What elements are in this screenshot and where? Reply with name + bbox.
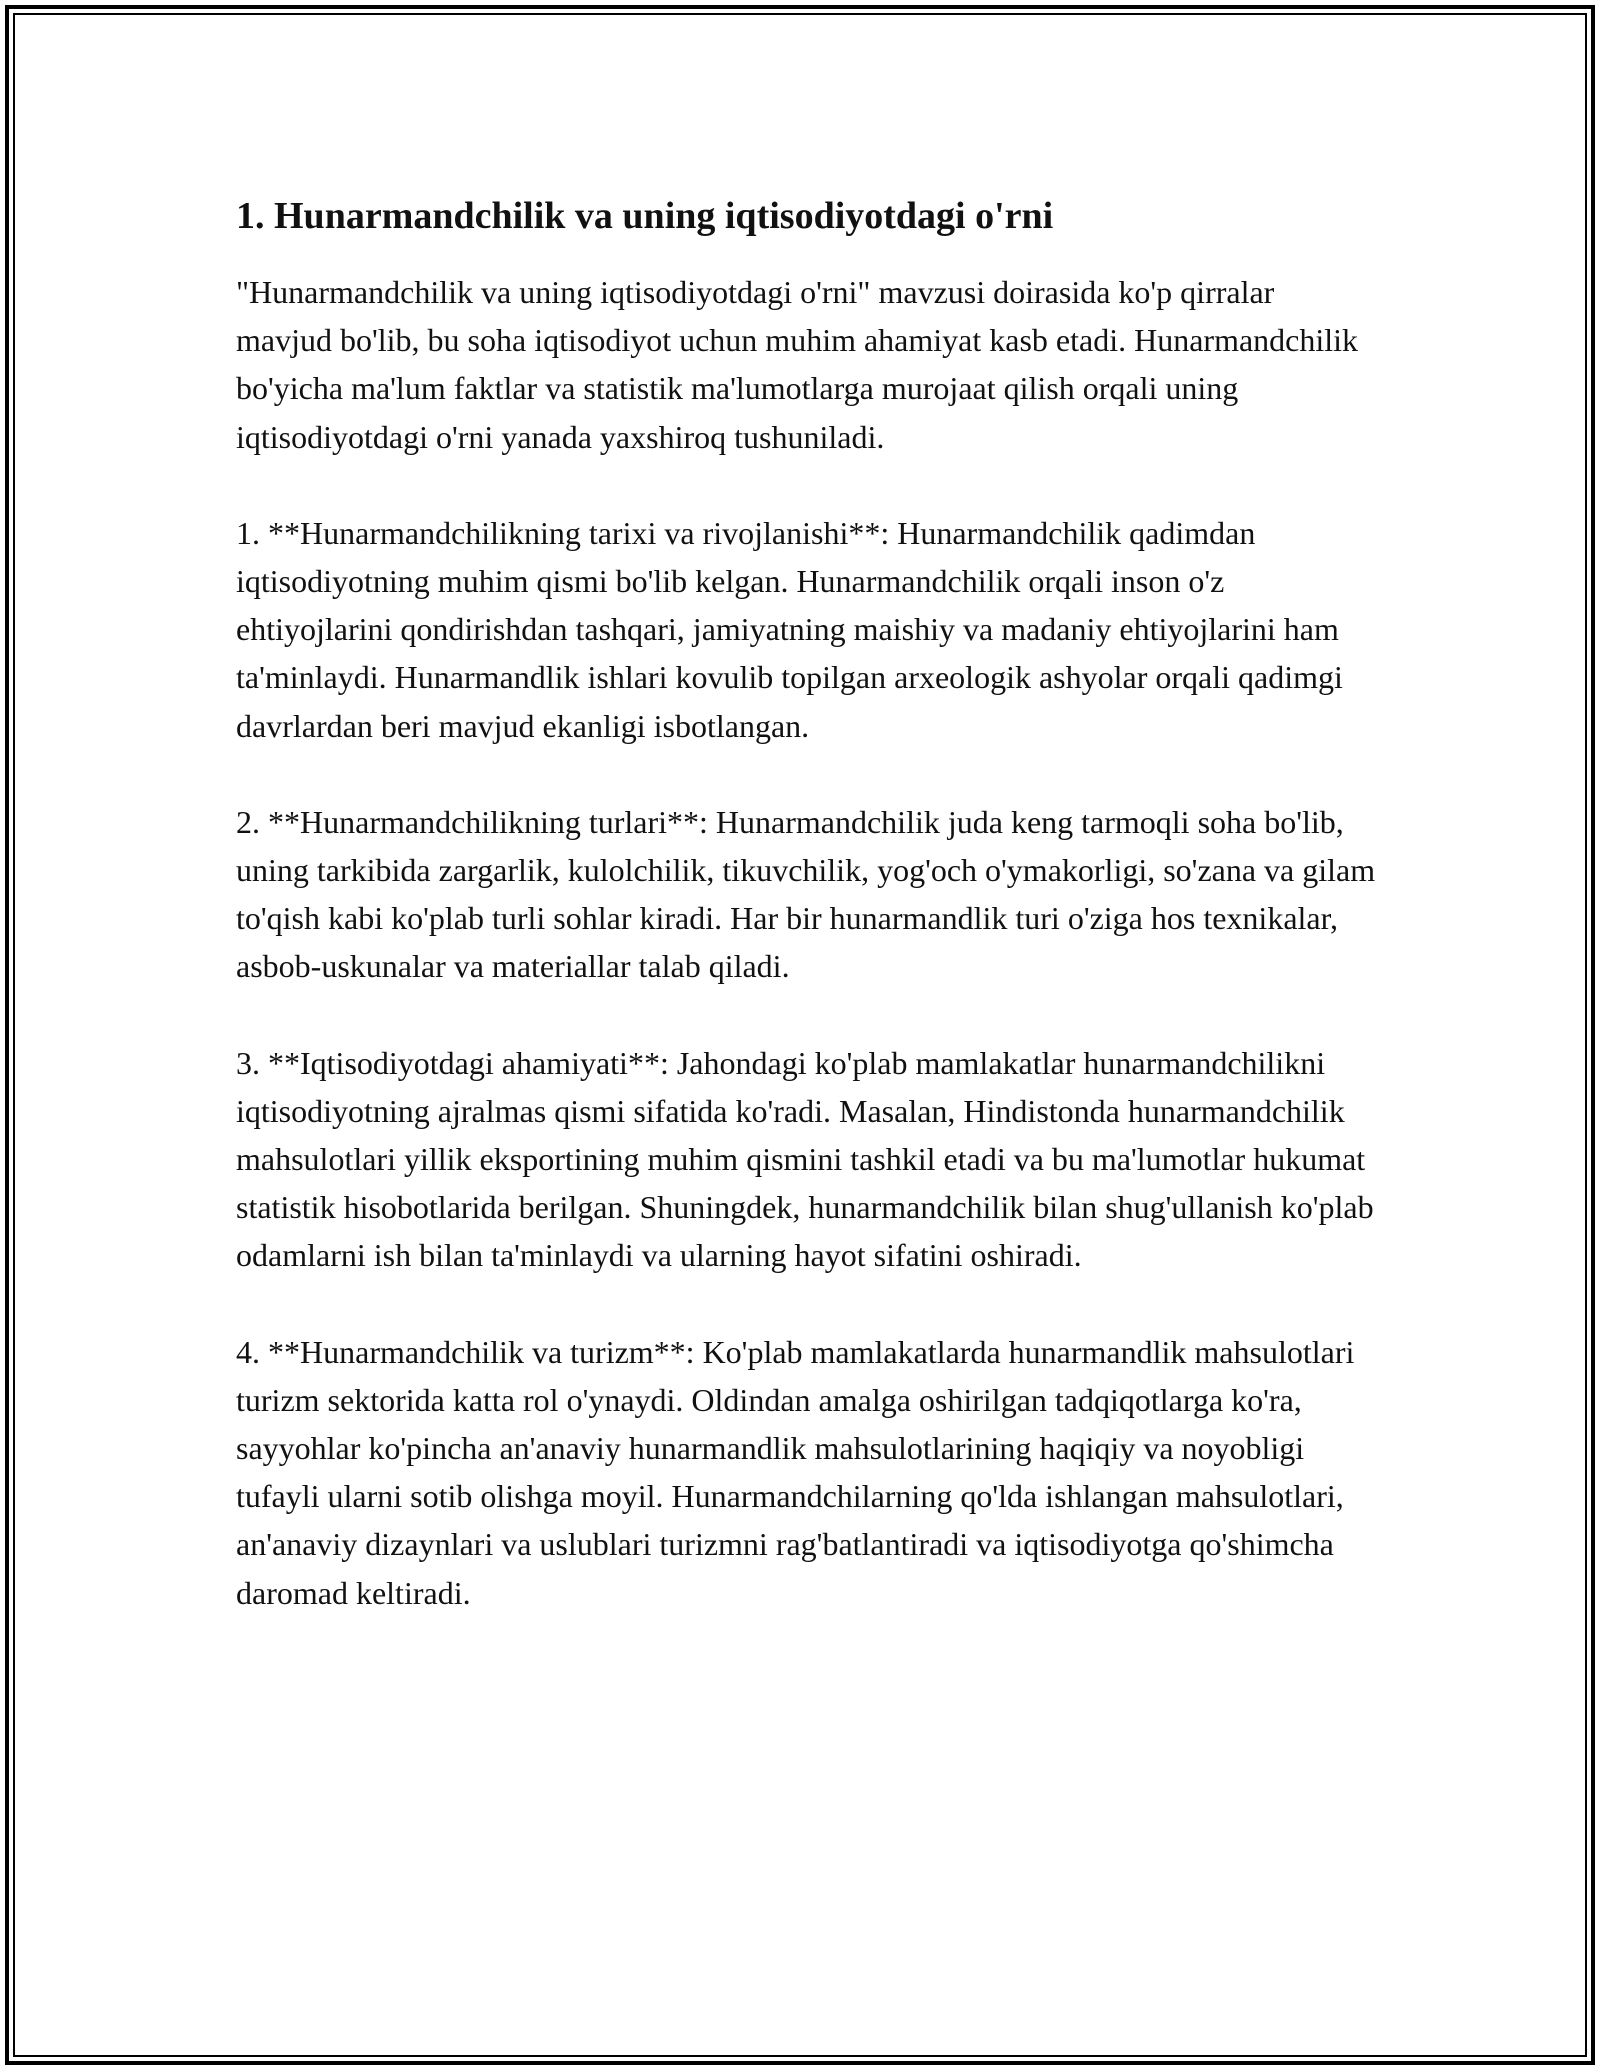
paragraph-economy: 3. **Iqtisodiyotdagi ahamiyati**: Jahondagi ko'plab mamlakatlar hunarmandchilikni iqtisodiyotning ajralmas qismi sifatida ko'radi. Masalan, Hindistonda hunarmandchilik mahsulotlari yillik eksportining muhim qismini tashkil etadi va bu ma'lumotlar hukumat statistik hisobotlarida berilgan. Shuningdek, hunarmandchilik bilan shug'ullanish ko'plab odamlarni ish bilan ta'minlaydi va ularning hayot sifatini oshiradi. xyxy=(236,1044,1374,1274)
section-title: 1. Hunarmandchilik va uning iqtisodiyotdagi o'rni xyxy=(236,195,1054,237)
document-body xyxy=(236,186,1376,1665)
paragraph-types: 2. **Hunarmandchilikning turlari**: Hunarmandchilik juda keng tarmoqli soha bo'lib, uning tarkibida zargarlik, kulolchilik, tikuvchilik, yog'och o'ymakorligi, so'zana va gilam to'qish kabi ko'plab turli sohlar kiradi. Har bir hunarmandlik turi o'ziga hos texnikalar, asbob-uskunalar va materiallar talab qiladi. xyxy=(236,803,1376,985)
paragraph-history: 1. **Hunarmandchilikning tarixi va rivojlanishi**: Hunarmandchilik qadimdan iqtisodiyotning muhim qismi bo'lib kelgan. Hunarmandchilik orqali inson o'z ehtiyojlarini qondirishdan tashqari, jamiyatning maishiy va madaniy ehtiyojlarini ham ta'minlaydi. Hunarmandlik ishlari kovulib topilgan arxeologik ashyolar orqali qadimgi davrlardan beri mavjud ekanligi isbotlangan. xyxy=(236,514,1343,744)
intro-paragraph: "Hunarmandchilik va uning iqtisodiyotdagi o'rni" mavzusi doirasida ko'p qirralar mavjud bo'lib, bu soha iqtisodiyot uchun muhim ahamiyat kasb etadi. Hunarmandchilik bo'yicha ma'lum faktlar va statistik ma'lumotlarga murojaat qilish orqali uning iqtisodiyotdagi o'rni yanada yaxshiroq tushuniladi. xyxy=(236,274,1359,455)
paragraph-tourism: 4. **Hunarmandchilik va turizm**: Ko'plab mamlakatlarda hunarmandlik mahsulotlari turizm sektorida katta rol o'ynaydi. Oldindan amalga oshirilgan tadqiqotlarga ko'ra, sayyohlar ko'pincha an'anaviy hunarmandlik mahsulotlarining haqiqiy va noyobligi tufayli ularni sotib olishga moyil. Hunarmandchilarning qo'lda ishlangan mahsulotlari, an'anaviy dizaynlari va uslublari turizmni rag'batlantiradi va iqtisodiyotga qo'shimcha daromad keltiradi. xyxy=(236,1333,1355,1611)
